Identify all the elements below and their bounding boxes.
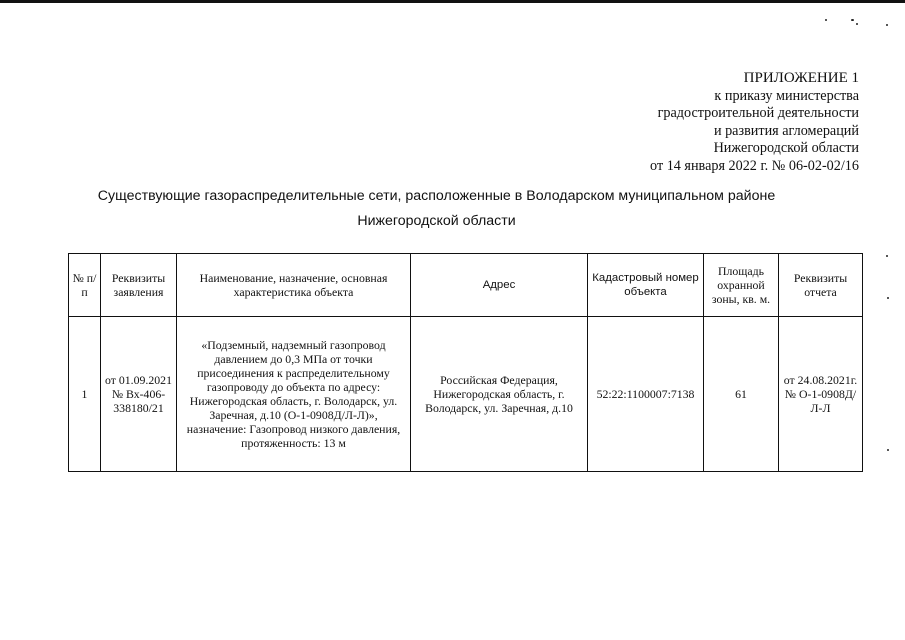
header-object: Наименование, назначение, основная характеристика объекта xyxy=(177,254,411,317)
cell-report: от 24.08.2021г. № О-1-0908Д/Л-Л xyxy=(779,317,863,472)
header-report: Реквизиты отчета xyxy=(779,254,863,317)
cell-cadastral: 52:22:1100007:7138 xyxy=(588,317,704,472)
appendix-heading: ПРИЛОЖЕНИЕ 1 xyxy=(743,70,859,86)
appendix-line: к приказу министерства xyxy=(714,87,859,104)
scan-speck xyxy=(887,297,889,299)
scan-speck xyxy=(825,19,827,21)
cell-address: Российская Федерация, Нижегородская область, г. Володарск, ул. Заречная, д.10 xyxy=(411,317,588,472)
scan-speck xyxy=(851,19,854,21)
document-title-line-2: Нижегородской области xyxy=(357,213,516,229)
header-address: Адрес xyxy=(411,254,588,317)
appendix-line: и развития агломераций xyxy=(713,122,859,139)
header-cadastral: Кадастровый номер объекта xyxy=(588,254,704,317)
appendix-block xyxy=(599,70,859,176)
cell-number: 1 xyxy=(69,317,101,472)
cell-application: от 01.09.2021 № Вх-406-338180/21 xyxy=(101,317,177,472)
table-row xyxy=(69,317,863,472)
header-number: № п/п xyxy=(69,254,101,317)
appendix-line: Нижегородской области xyxy=(713,140,859,157)
appendix-line: градостроительной деятельности xyxy=(657,105,859,122)
header-application: Реквизиты заявления xyxy=(101,254,177,317)
scan-speck xyxy=(886,24,888,26)
document-title-line-1: Существующие газораспределительные сети, расположенные в Володарском муниципальном районе xyxy=(97,188,776,204)
gas-networks-table xyxy=(68,253,863,472)
scan-speck xyxy=(856,23,858,25)
cell-area: 61 xyxy=(704,317,779,472)
header-area: Площадь охранной зоны, кв. м. xyxy=(704,254,779,317)
scan-speck xyxy=(887,449,889,451)
scan-speck xyxy=(886,255,888,257)
appendix-order-line: от 14 января 2022 г. № 06-02-02/16 xyxy=(650,157,859,174)
scan-border-line xyxy=(0,0,905,3)
cell-object: «Подземный, надземный газопровод давлением до 0,3 МПа от точки присоединения к распределительному газопроводу до объекта по адресу: Нижегородская область, г. Володарск, ул. Заречная, д.10 (О-1-0908Д/Л-Л)», назначение: Газопровод низкого давления, протяженность: 13 м xyxy=(177,317,411,472)
table-header-row xyxy=(69,254,863,317)
